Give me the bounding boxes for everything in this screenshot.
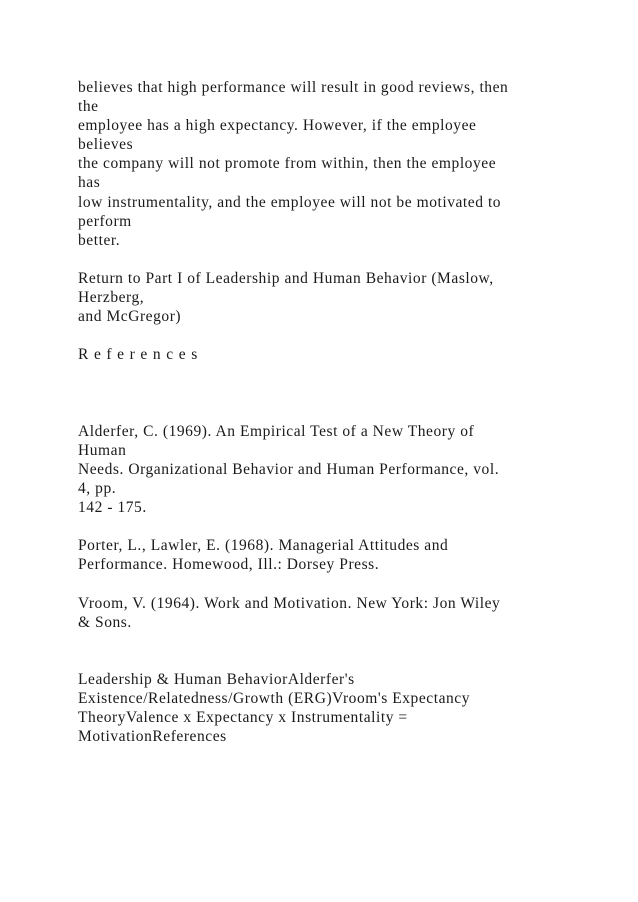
footer-navigation[interactable] xyxy=(78,670,598,746)
document-body xyxy=(78,78,598,746)
text-line: Human xyxy=(78,441,127,459)
reference-vroom xyxy=(78,594,598,632)
text-line: Alderfer, C. (1969). An Empirical Test of a New Theory of xyxy=(78,422,475,440)
nav-line[interactable]: Leadership & Human BehaviorAlderfer's xyxy=(78,670,355,688)
text-line: Vroom, V. (1964). Work and Motivation. New York: Jon Wiley xyxy=(78,594,501,612)
text-line: Needs. Organizational Behavior and Human Performance, vol. xyxy=(78,460,500,478)
text-line: the company will not promote from within, then the employee xyxy=(78,155,497,173)
text-line: 4, pp. xyxy=(78,479,117,497)
spacer xyxy=(78,651,598,670)
spacer xyxy=(78,403,598,422)
reference-porter-lawler xyxy=(78,536,598,574)
nav-line[interactable]: MotivationReferences xyxy=(78,728,227,746)
link-line[interactable]: Herzberg, xyxy=(78,289,145,307)
link-line[interactable]: and McGregor) xyxy=(78,308,182,326)
reference-alderfer xyxy=(78,422,598,517)
text-line: perform xyxy=(78,212,132,230)
spacer xyxy=(78,250,598,269)
references-heading: References xyxy=(78,346,203,364)
text-line: 142 - 175. xyxy=(78,499,147,517)
spacer xyxy=(78,517,598,536)
text-line: has xyxy=(78,174,101,192)
text-line: believes that high performance will result in good reviews, then xyxy=(78,79,509,96)
text-line: Performance. Homewood, Ill.: Dorsey Press. xyxy=(78,556,380,574)
text-line: Porter, L., Lawler, E. (1968). Managerial Attitudes and xyxy=(78,537,449,555)
text-line: employee has a high expectancy. However, if the employee xyxy=(78,117,477,135)
spacer xyxy=(78,384,598,403)
spacer xyxy=(78,574,598,593)
spacer xyxy=(78,632,598,651)
spacer xyxy=(78,326,598,345)
link-line[interactable]: Return to Part I of Leadership and Human Behavior (Maslow, xyxy=(78,269,494,287)
paragraph-expectancy xyxy=(78,78,598,250)
spacer xyxy=(78,364,598,383)
text-line: & Sons. xyxy=(78,613,132,631)
text-line: low instrumentality, and the employee will not be motivated to xyxy=(78,193,502,211)
nav-line[interactable]: TheoryValence x Expectancy x Instrumentality = xyxy=(78,709,408,727)
text-line: believes xyxy=(78,136,134,154)
text-line: better. xyxy=(78,231,121,249)
text-line: the xyxy=(78,98,99,116)
return-to-part-one-link[interactable] xyxy=(78,269,598,326)
nav-line[interactable]: Existence/Relatedness/Growth (ERG)Vroom's Expectancy xyxy=(78,690,471,707)
